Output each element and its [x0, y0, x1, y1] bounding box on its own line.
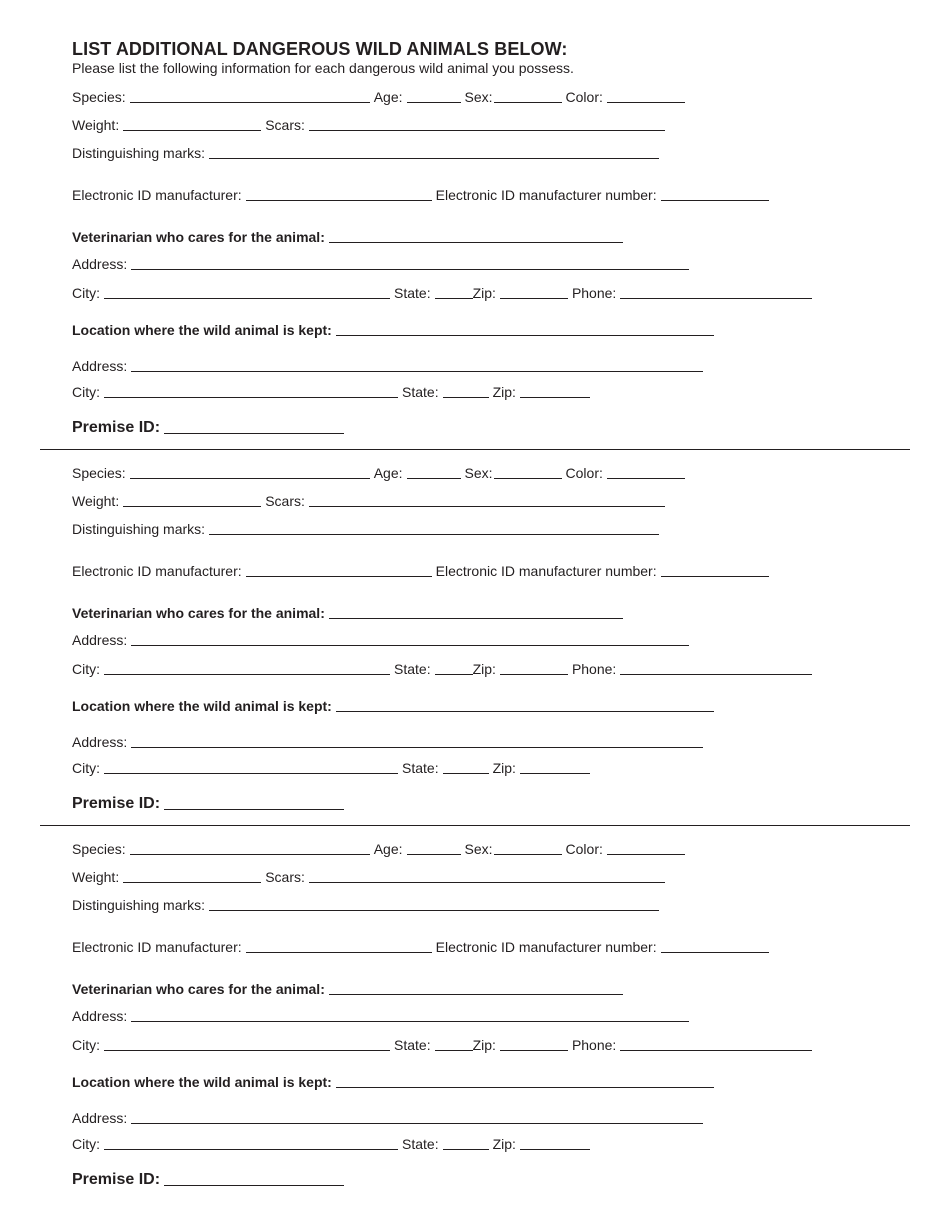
location-zip-label: Zip: [492, 384, 516, 400]
eid-manufacturer-number-field[interactable] [661, 576, 769, 577]
vet-state-field[interactable] [435, 298, 473, 299]
form-row [72, 1108, 707, 1126]
vet-address-label: Address: [72, 1008, 128, 1024]
form-row [72, 463, 689, 481]
color-field[interactable] [607, 478, 685, 479]
distinguishing-marks-label: Distinguishing marks: [72, 897, 206, 913]
location-city-label: City: [72, 1136, 100, 1152]
color-label: Color: [565, 465, 603, 481]
form-row [72, 254, 693, 272]
vet-city-field[interactable] [104, 298, 390, 299]
location-zip-field[interactable] [520, 773, 590, 774]
location-zip-field[interactable] [520, 397, 590, 398]
location-city-label: City: [72, 384, 100, 400]
veterinarian-field[interactable] [329, 242, 623, 243]
vet-city-field[interactable] [104, 1050, 390, 1051]
location-label: Location where the wild animal is kept: [72, 322, 332, 338]
form-row [72, 561, 773, 579]
form-row [72, 1006, 693, 1024]
section-divider [40, 449, 910, 450]
location-address-field[interactable] [131, 1123, 703, 1124]
scars-label: Scars: [265, 493, 305, 509]
premise-id-label: Premise ID: [72, 419, 161, 436]
location-field[interactable] [336, 335, 714, 336]
vet-phone-label: Phone: [571, 285, 617, 301]
form-row [72, 1035, 816, 1053]
premise-id-label: Premise ID: [72, 795, 161, 812]
location-field[interactable] [336, 711, 714, 712]
location-state-label: State: [402, 1136, 439, 1152]
eid-manufacturer-number-label: Electronic ID manufacturer number: [435, 939, 657, 955]
location-address-field[interactable] [131, 747, 703, 748]
location-address-label: Address: [72, 734, 128, 750]
form-row [72, 839, 689, 857]
location-city-field[interactable] [104, 1149, 398, 1150]
form-row [72, 895, 663, 913]
form-row [72, 794, 348, 812]
sex-field[interactable] [494, 854, 562, 855]
species-field[interactable] [130, 478, 370, 479]
form-row [72, 87, 689, 105]
distinguishing-marks-label: Distinguishing marks: [72, 521, 206, 537]
eid-manufacturer-field[interactable] [246, 200, 432, 201]
vet-zip-field[interactable] [500, 1050, 568, 1051]
species-field[interactable] [130, 854, 370, 855]
location-address-label: Address: [72, 358, 128, 374]
vet-state-label: State: [394, 1037, 431, 1053]
vet-address-label: Address: [72, 632, 128, 648]
age-label: Age: [373, 841, 403, 857]
vet-address-field[interactable] [131, 645, 689, 646]
weight-field[interactable] [123, 130, 261, 131]
eid-manufacturer-label: Electronic ID manufacturer: [72, 187, 242, 203]
form-row [72, 491, 669, 509]
scars-field[interactable] [309, 882, 665, 883]
vet-phone-label: Phone: [571, 661, 617, 677]
distinguishing-marks-field[interactable] [209, 534, 659, 535]
form-row [72, 937, 773, 955]
form-row [72, 283, 816, 301]
vet-zip-label: Zip: [472, 285, 496, 301]
location-state-label: State: [402, 760, 439, 776]
veterinarian-field[interactable] [329, 994, 623, 995]
weight-field[interactable] [123, 506, 261, 507]
premise-id-field[interactable] [164, 1185, 344, 1186]
eid-manufacturer-label: Electronic ID manufacturer: [72, 563, 242, 579]
premise-id-field[interactable] [164, 809, 344, 810]
distinguishing-marks-field[interactable] [209, 158, 659, 159]
vet-state-label: State: [394, 661, 431, 677]
color-label: Color: [565, 841, 603, 857]
eid-manufacturer-number-label: Electronic ID manufacturer number: [435, 187, 657, 203]
species-label: Species: [72, 465, 126, 481]
vet-address-field[interactable] [131, 1021, 689, 1022]
eid-manufacturer-number-field[interactable] [661, 200, 769, 201]
form-row [72, 603, 627, 621]
eid-manufacturer-number-field[interactable] [661, 952, 769, 953]
form-row [72, 659, 816, 677]
location-zip-field[interactable] [520, 1149, 590, 1150]
vet-city-field[interactable] [104, 674, 390, 675]
form-row [72, 418, 348, 436]
age-field[interactable] [407, 478, 461, 479]
weight-label: Weight: [72, 117, 120, 133]
scars-field[interactable] [309, 130, 665, 131]
form-row [72, 979, 627, 997]
location-field[interactable] [336, 1087, 714, 1088]
location-label: Location where the wild animal is kept: [72, 698, 332, 714]
location-zip-label: Zip: [492, 760, 516, 776]
sex-label: Sex: [464, 465, 493, 481]
veterinarian-field[interactable] [329, 618, 623, 619]
form-row [72, 867, 669, 885]
form-row [72, 758, 594, 776]
sex-field[interactable] [494, 478, 562, 479]
form-row [72, 519, 663, 537]
vet-phone-field[interactable] [620, 298, 812, 299]
species-field[interactable] [130, 102, 370, 103]
vet-address-field[interactable] [131, 269, 689, 270]
age-field[interactable] [407, 102, 461, 103]
form-row [72, 185, 773, 203]
veterinarian-label: Veterinarian who cares for the animal: [72, 229, 325, 245]
sex-label: Sex: [464, 841, 493, 857]
location-state-field[interactable] [443, 1149, 489, 1150]
form-row [72, 1170, 348, 1188]
eid-manufacturer-field[interactable] [246, 576, 432, 577]
premise-id-label: Premise ID: [72, 1171, 161, 1188]
weight-label: Weight: [72, 869, 120, 885]
distinguishing-marks-label: Distinguishing marks: [72, 145, 206, 161]
form-row [72, 227, 627, 245]
form-row [72, 732, 707, 750]
form-row [72, 356, 707, 374]
vet-phone-label: Phone: [571, 1037, 617, 1053]
distinguishing-marks-field[interactable] [209, 910, 659, 911]
vet-zip-label: Zip: [472, 1037, 496, 1053]
vet-address-label: Address: [72, 256, 128, 272]
vet-zip-label: Zip: [472, 661, 496, 677]
vet-state-field[interactable] [435, 1050, 473, 1051]
vet-city-label: City: [72, 1037, 100, 1053]
weight-label: Weight: [72, 493, 120, 509]
vet-phone-field[interactable] [620, 1050, 812, 1051]
sex-field[interactable] [494, 102, 562, 103]
location-state-field[interactable] [443, 397, 489, 398]
location-city-label: City: [72, 760, 100, 776]
location-state-label: State: [402, 384, 439, 400]
vet-phone-field[interactable] [620, 674, 812, 675]
vet-state-field[interactable] [435, 674, 473, 675]
location-state-field[interactable] [443, 773, 489, 774]
age-field[interactable] [407, 854, 461, 855]
vet-city-label: City: [72, 661, 100, 677]
form-row [72, 115, 669, 133]
form-row [72, 630, 693, 648]
form-row [72, 1072, 718, 1090]
form-row [72, 320, 718, 338]
species-label: Species: [72, 841, 126, 857]
section-divider [40, 825, 910, 826]
scars-field[interactable] [309, 506, 665, 507]
scars-label: Scars: [265, 117, 305, 133]
vet-state-label: State: [394, 285, 431, 301]
vet-zip-field[interactable] [500, 298, 568, 299]
veterinarian-label: Veterinarian who cares for the animal: [72, 605, 325, 621]
sex-label: Sex: [464, 89, 493, 105]
location-city-field[interactable] [104, 397, 398, 398]
location-label: Location where the wild animal is kept: [72, 1074, 332, 1090]
vet-city-label: City: [72, 285, 100, 301]
weight-field[interactable] [123, 882, 261, 883]
color-label: Color: [565, 89, 603, 105]
location-address-field[interactable] [131, 371, 703, 372]
location-zip-label: Zip: [492, 1136, 516, 1152]
form-instructions: Please list the following information for each dangerous wild animal you possess. [72, 60, 574, 76]
location-city-field[interactable] [104, 773, 398, 774]
eid-manufacturer-field[interactable] [246, 952, 432, 953]
scars-label: Scars: [265, 869, 305, 885]
premise-id-field[interactable] [164, 433, 344, 434]
veterinarian-label: Veterinarian who cares for the animal: [72, 981, 325, 997]
form-row [72, 382, 594, 400]
species-label: Species: [72, 89, 126, 105]
age-label: Age: [373, 465, 403, 481]
form-row [72, 696, 718, 714]
form-row [72, 143, 663, 161]
color-field[interactable] [607, 102, 685, 103]
vet-zip-field[interactable] [500, 674, 568, 675]
form-row [72, 1134, 594, 1152]
eid-manufacturer-number-label: Electronic ID manufacturer number: [435, 563, 657, 579]
color-field[interactable] [607, 854, 685, 855]
eid-manufacturer-label: Electronic ID manufacturer: [72, 939, 242, 955]
location-address-label: Address: [72, 1110, 128, 1126]
form-title: LIST ADDITIONAL DANGEROUS WILD ANIMALS BELOW: [72, 39, 568, 59]
age-label: Age: [373, 89, 403, 105]
